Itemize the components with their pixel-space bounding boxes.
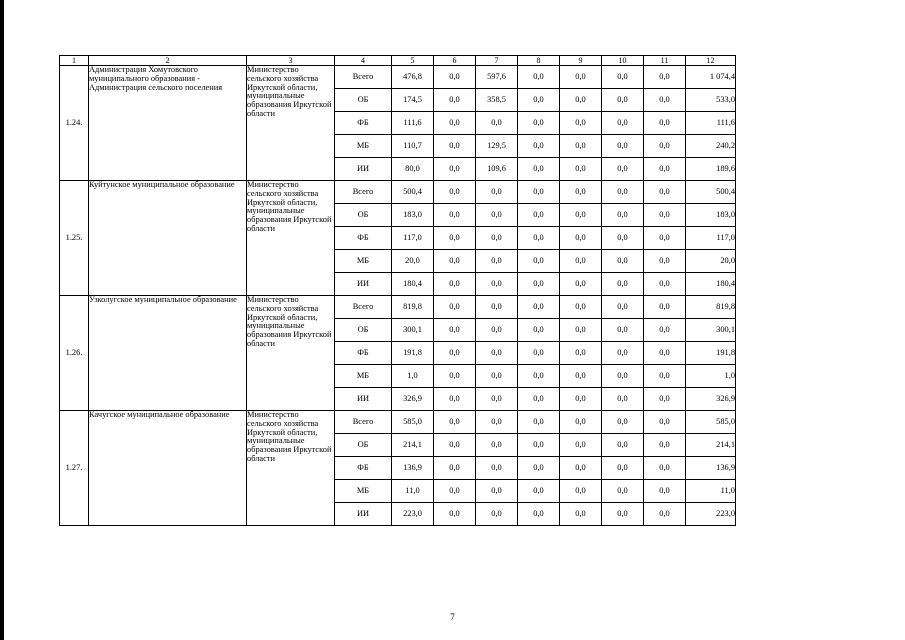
- value-cell: 0,0: [476, 388, 518, 411]
- value-cell: 0,0: [560, 365, 602, 388]
- value-cell: 0,0: [644, 89, 686, 112]
- value-cell: 0,0: [434, 273, 476, 296]
- value-cell: 111,6: [392, 112, 434, 135]
- value-cell: 0,0: [560, 503, 602, 526]
- value-cell: 0,0: [476, 342, 518, 365]
- value-cell: 500,4: [392, 181, 434, 204]
- organization-name: Узколугское муниципальное образование: [89, 296, 247, 411]
- value-cell: 214,1: [392, 434, 434, 457]
- funding-source: ОБ: [335, 434, 392, 457]
- value-cell: 0,0: [602, 457, 644, 480]
- value-cell: 0,0: [476, 503, 518, 526]
- header-cell: 1: [60, 56, 89, 66]
- responsible-executor: Министерство сельского хозяйства Иркутской области, муниципальные образования Иркутской области: [247, 411, 335, 526]
- value-cell: 0,0: [644, 388, 686, 411]
- sections-body: [60, 66, 736, 526]
- value-cell: 0,0: [644, 319, 686, 342]
- value-cell: 0,0: [434, 411, 476, 434]
- value-cell: 0,0: [434, 89, 476, 112]
- value-cell: 0,0: [560, 158, 602, 181]
- total-value-cell: 240,2: [686, 135, 736, 158]
- value-cell: 0,0: [644, 273, 686, 296]
- funding-source: МБ: [335, 135, 392, 158]
- value-cell: 0,0: [560, 227, 602, 250]
- value-cell: 0,0: [560, 250, 602, 273]
- value-cell: 0,0: [644, 503, 686, 526]
- funding-source: МБ: [335, 480, 392, 503]
- table-row: [60, 411, 736, 434]
- total-value-cell: 819,8: [686, 296, 736, 319]
- funding-source: Всего: [335, 181, 392, 204]
- value-cell: 0,0: [476, 365, 518, 388]
- value-cell: 0,0: [644, 135, 686, 158]
- value-cell: 0,0: [602, 296, 644, 319]
- value-cell: 358,5: [476, 89, 518, 112]
- value-cell: 0,0: [518, 457, 560, 480]
- value-cell: 0,0: [644, 434, 686, 457]
- value-cell: 0,0: [602, 273, 644, 296]
- value-cell: 0,0: [602, 89, 644, 112]
- value-cell: 0,0: [602, 135, 644, 158]
- value-cell: 476,8: [392, 66, 434, 89]
- value-cell: 0,0: [476, 480, 518, 503]
- value-cell: 0,0: [644, 112, 686, 135]
- funding-source: ИИ: [335, 503, 392, 526]
- table-row: [60, 181, 736, 204]
- total-value-cell: 500,4: [686, 181, 736, 204]
- total-value-cell: 300,1: [686, 319, 736, 342]
- header-cell: 3: [247, 56, 335, 66]
- responsible-executor: Министерство сельского хозяйства Иркутской области, муниципальные образования Иркутской области: [247, 296, 335, 411]
- value-cell: 819,8: [392, 296, 434, 319]
- total-value-cell: 1 074,4: [686, 66, 736, 89]
- value-cell: 0,0: [518, 480, 560, 503]
- scan-edge: [0, 0, 4, 640]
- responsible-executor: Министерство сельского хозяйства Иркутской области, муниципальные образования Иркутской области: [247, 181, 335, 296]
- value-cell: 0,0: [644, 250, 686, 273]
- funding-source: ФБ: [335, 342, 392, 365]
- funding-source: ИИ: [335, 388, 392, 411]
- value-cell: 180,4: [392, 273, 434, 296]
- value-cell: 0,0: [644, 342, 686, 365]
- header-row: [60, 56, 736, 66]
- value-cell: 0,0: [434, 135, 476, 158]
- funding-source: ОБ: [335, 89, 392, 112]
- item-number: 1.25.: [60, 181, 89, 296]
- header-cell: 12: [686, 56, 736, 66]
- value-cell: 0,0: [434, 480, 476, 503]
- value-cell: 117,0: [392, 227, 434, 250]
- organization-name: Администрация Хомутовского муниципального образования - Администрация сельского поселения: [89, 66, 247, 181]
- value-cell: 0,0: [434, 342, 476, 365]
- funding-source: МБ: [335, 250, 392, 273]
- funding-source: ОБ: [335, 204, 392, 227]
- value-cell: 0,0: [560, 66, 602, 89]
- total-value-cell: 20,0: [686, 250, 736, 273]
- value-cell: 0,0: [560, 457, 602, 480]
- value-cell: 0,0: [476, 457, 518, 480]
- value-cell: 0,0: [644, 480, 686, 503]
- value-cell: 585,0: [392, 411, 434, 434]
- funding-source: Всего: [335, 296, 392, 319]
- total-value-cell: 533,0: [686, 89, 736, 112]
- value-cell: 0,0: [518, 227, 560, 250]
- header-cell: 4: [335, 56, 392, 66]
- funding-source: ФБ: [335, 112, 392, 135]
- value-cell: 0,0: [434, 250, 476, 273]
- funding-source: ИИ: [335, 273, 392, 296]
- value-cell: 0,0: [476, 434, 518, 457]
- value-cell: 0,0: [518, 296, 560, 319]
- value-cell: 0,0: [644, 411, 686, 434]
- item-number: 1.27.: [60, 411, 89, 526]
- total-value-cell: 189,6: [686, 158, 736, 181]
- value-cell: 0,0: [602, 319, 644, 342]
- header-cell: 10: [602, 56, 644, 66]
- value-cell: 0,0: [518, 250, 560, 273]
- value-cell: 0,0: [476, 250, 518, 273]
- total-value-cell: 585,0: [686, 411, 736, 434]
- value-cell: 0,0: [518, 411, 560, 434]
- value-cell: 0,0: [434, 388, 476, 411]
- value-cell: 0,0: [518, 158, 560, 181]
- value-cell: 0,0: [644, 204, 686, 227]
- value-cell: 0,0: [560, 112, 602, 135]
- funding-source: ФБ: [335, 227, 392, 250]
- value-cell: 0,0: [476, 181, 518, 204]
- value-cell: 0,0: [518, 181, 560, 204]
- value-cell: 1,0: [392, 365, 434, 388]
- header-cell: 11: [644, 56, 686, 66]
- value-cell: 0,0: [644, 365, 686, 388]
- total-value-cell: 191,8: [686, 342, 736, 365]
- value-cell: 0,0: [602, 227, 644, 250]
- value-cell: 183,0: [392, 204, 434, 227]
- item-number: 1.26.: [60, 296, 89, 411]
- total-value-cell: 1,0: [686, 365, 736, 388]
- value-cell: 0,0: [602, 411, 644, 434]
- value-cell: 0,0: [644, 227, 686, 250]
- value-cell: 0,0: [518, 319, 560, 342]
- page-number: 7: [450, 612, 455, 622]
- value-cell: 0,0: [560, 296, 602, 319]
- responsible-executor: Министерство сельского хозяйства Иркутской области, муниципальные образования Иркутской области: [247, 66, 335, 181]
- value-cell: 0,0: [434, 66, 476, 89]
- value-cell: 0,0: [476, 112, 518, 135]
- value-cell: 0,0: [560, 434, 602, 457]
- total-value-cell: 111,6: [686, 112, 736, 135]
- value-cell: 109,6: [476, 158, 518, 181]
- header-cell: 6: [434, 56, 476, 66]
- value-cell: 223,0: [392, 503, 434, 526]
- value-cell: 0,0: [602, 250, 644, 273]
- value-cell: 129,5: [476, 135, 518, 158]
- header-cell: 8: [518, 56, 560, 66]
- total-value-cell: 223,0: [686, 503, 736, 526]
- value-cell: 0,0: [560, 411, 602, 434]
- value-cell: 136,9: [392, 457, 434, 480]
- funding-source: Всего: [335, 66, 392, 89]
- value-cell: 0,0: [560, 135, 602, 158]
- value-cell: 191,8: [392, 342, 434, 365]
- value-cell: 0,0: [518, 388, 560, 411]
- funding-source: Всего: [335, 411, 392, 434]
- value-cell: 0,0: [518, 503, 560, 526]
- value-cell: 0,0: [476, 319, 518, 342]
- value-cell: 0,0: [644, 457, 686, 480]
- value-cell: 80,0: [392, 158, 434, 181]
- value-cell: 0,0: [434, 204, 476, 227]
- value-cell: 0,0: [602, 112, 644, 135]
- value-cell: 0,0: [518, 135, 560, 158]
- value-cell: 0,0: [644, 66, 686, 89]
- budget-table: [59, 55, 736, 526]
- value-cell: 0,0: [518, 112, 560, 135]
- value-cell: 0,0: [434, 112, 476, 135]
- value-cell: 0,0: [434, 181, 476, 204]
- organization-name: Куйтунское муниципальное образование: [89, 181, 247, 296]
- value-cell: 0,0: [644, 181, 686, 204]
- value-cell: 0,0: [434, 503, 476, 526]
- value-cell: 0,0: [560, 480, 602, 503]
- value-cell: 0,0: [476, 273, 518, 296]
- value-cell: 0,0: [518, 273, 560, 296]
- header-cell: 9: [560, 56, 602, 66]
- total-value-cell: 180,4: [686, 273, 736, 296]
- value-cell: 0,0: [602, 181, 644, 204]
- value-cell: 0,0: [518, 434, 560, 457]
- value-cell: 0,0: [602, 434, 644, 457]
- value-cell: 0,0: [434, 434, 476, 457]
- total-value-cell: 117,0: [686, 227, 736, 250]
- value-cell: 0,0: [518, 342, 560, 365]
- value-cell: 0,0: [644, 296, 686, 319]
- value-cell: 20,0: [392, 250, 434, 273]
- value-cell: 0,0: [476, 204, 518, 227]
- value-cell: 0,0: [560, 388, 602, 411]
- header-cell: 2: [89, 56, 247, 66]
- value-cell: 0,0: [560, 89, 602, 112]
- value-cell: 300,1: [392, 319, 434, 342]
- total-value-cell: 326,9: [686, 388, 736, 411]
- value-cell: 0,0: [434, 296, 476, 319]
- value-cell: 0,0: [434, 365, 476, 388]
- table-row: [60, 66, 736, 89]
- value-cell: 0,0: [476, 296, 518, 319]
- value-cell: 0,0: [560, 273, 602, 296]
- value-cell: 0,0: [602, 342, 644, 365]
- funding-source: ФБ: [335, 457, 392, 480]
- table-row: [60, 296, 736, 319]
- total-value-cell: 11,0: [686, 480, 736, 503]
- value-cell: 0,0: [602, 66, 644, 89]
- total-value-cell: 214,1: [686, 434, 736, 457]
- value-cell: 0,0: [560, 204, 602, 227]
- value-cell: 0,0: [560, 181, 602, 204]
- value-cell: 0,0: [434, 158, 476, 181]
- header-cell: 5: [392, 56, 434, 66]
- value-cell: 110,7: [392, 135, 434, 158]
- value-cell: 0,0: [602, 480, 644, 503]
- value-cell: 0,0: [518, 66, 560, 89]
- value-cell: 0,0: [560, 319, 602, 342]
- value-cell: 597,6: [476, 66, 518, 89]
- value-cell: 0,0: [518, 365, 560, 388]
- header-cell: 7: [476, 56, 518, 66]
- funding-source: ИИ: [335, 158, 392, 181]
- item-number: 1.24.: [60, 66, 89, 181]
- value-cell: 0,0: [434, 227, 476, 250]
- value-cell: 0,0: [644, 158, 686, 181]
- value-cell: 11,0: [392, 480, 434, 503]
- value-cell: 0,0: [476, 227, 518, 250]
- total-value-cell: 136,9: [686, 457, 736, 480]
- value-cell: 174,5: [392, 89, 434, 112]
- value-cell: 0,0: [602, 204, 644, 227]
- value-cell: 0,0: [518, 204, 560, 227]
- funding-source: МБ: [335, 365, 392, 388]
- funding-source: ОБ: [335, 319, 392, 342]
- total-value-cell: 183,0: [686, 204, 736, 227]
- value-cell: 0,0: [602, 388, 644, 411]
- value-cell: 0,0: [602, 158, 644, 181]
- value-cell: 0,0: [602, 503, 644, 526]
- value-cell: 0,0: [434, 319, 476, 342]
- value-cell: 0,0: [476, 411, 518, 434]
- value-cell: 0,0: [602, 365, 644, 388]
- value-cell: 326,9: [392, 388, 434, 411]
- value-cell: 0,0: [434, 457, 476, 480]
- organization-name: Качугское муниципальное образование: [89, 411, 247, 526]
- value-cell: 0,0: [560, 342, 602, 365]
- value-cell: 0,0: [518, 89, 560, 112]
